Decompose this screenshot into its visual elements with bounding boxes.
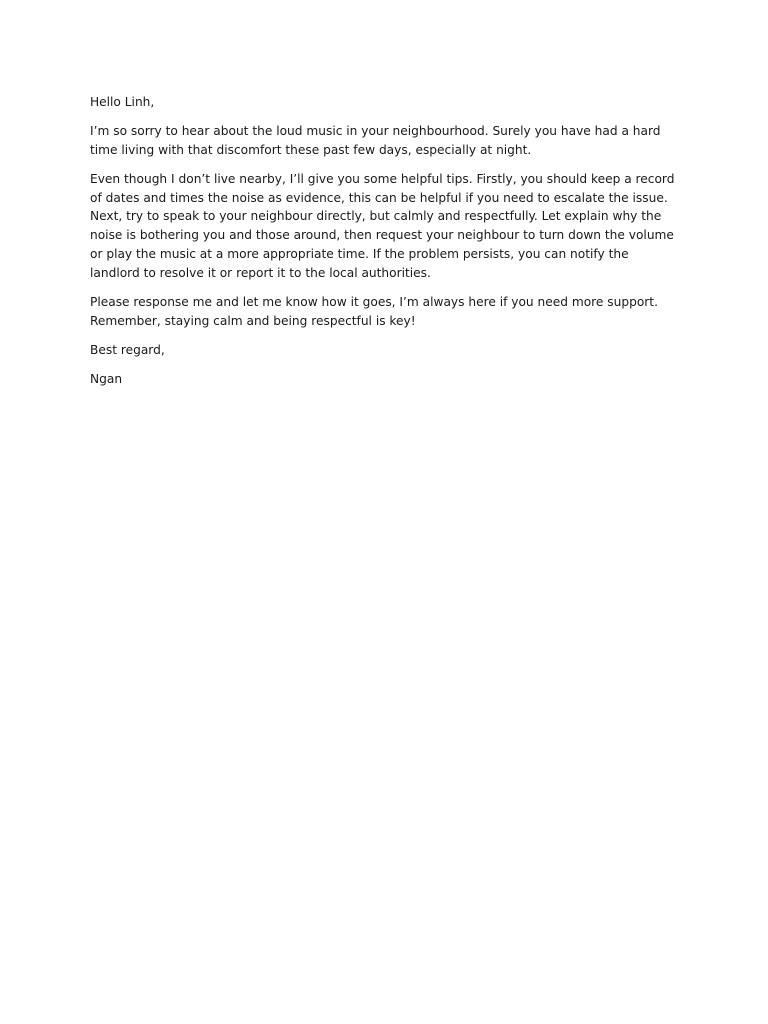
letter-paragraph-1: I’m so sorry to hear about the loud music in your neighbourhood. Surely you have had a hard time living with that discomfort these past few days, especially at night.: [90, 123, 661, 157]
letter-paragraph-2: Even though I don’t live nearby, I’ll give you some helpful tips. Firstly, you should keep a record of dates and times the noise as evidence, this can be helpful if you need to escalate the issue. Next, try to speak to your neighbour directly, but calmly and respectfully. Let explain why the noise is bothering you and those around, then request your neighbour to turn down the volume or play the music at a more appropriate time. If the problem persists, you can notify the landlord to resolve it or report it to the local authorities.: [90, 171, 675, 280]
letter-body: [90, 93, 680, 398]
letter-greeting: Hello Linh,: [90, 95, 155, 109]
letter-closing: Best regard,: [90, 342, 165, 357]
letter-signature: Ngan: [90, 371, 123, 386]
letter-paragraph-3: Please response me and let me know how it goes, I’m always here if you need more support. Remember, staying calm and being respectful is key!: [90, 294, 658, 328]
